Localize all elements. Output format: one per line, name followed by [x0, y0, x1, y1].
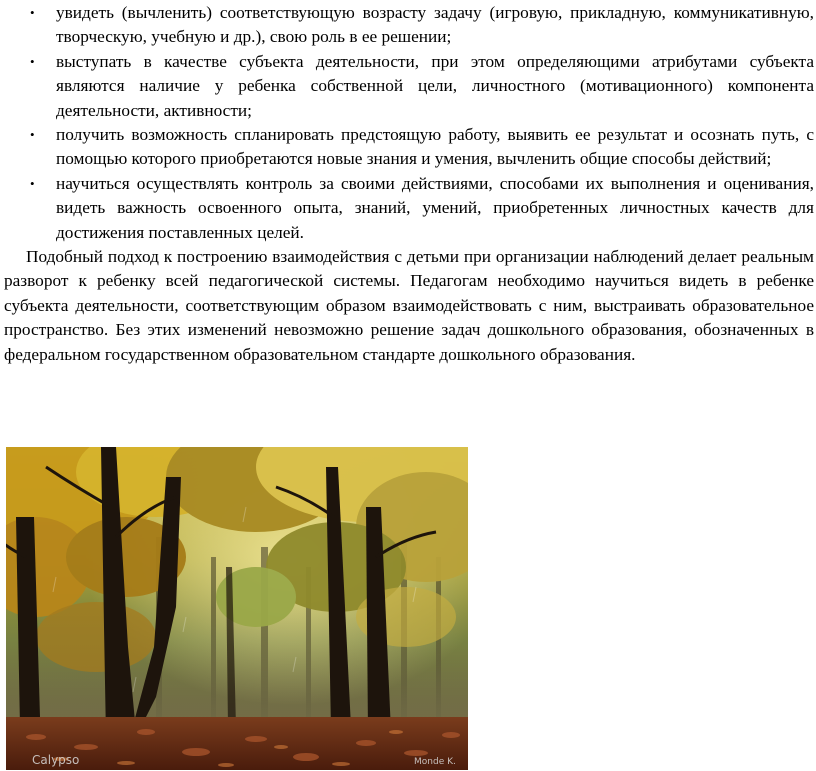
- bullet-icon: •: [30, 175, 35, 191]
- autumn-forest-icon: [6, 447, 468, 770]
- text-block: [4, 1, 814, 367]
- bullet-icon: •: [30, 53, 35, 69]
- body-paragraph: Подобный подход к построению взаимодействия с детьми при организации наблюдений делает реальным разворот к ребенку всей педагогической системы. Педагогам необходимо научиться видеть в ребенке субъекта деятельности, соответствующим образом взаимодействовать с ним, выстраивать образовательное пространство. Без этих изменений невозможно решение задач дошкольного образования, обозначенных в федеральном государственном образовательном стандарте дошкольного образования.: [4, 247, 814, 364]
- list-item: [4, 50, 814, 123]
- autumn-forest-photo: [6, 447, 468, 770]
- bullet-list: [4, 1, 814, 245]
- watermark-right: Monde K.: [414, 757, 456, 767]
- bullet-icon: •: [30, 5, 35, 20]
- list-item-text: получить возможность спланировать предстоящую работу, выявить ее результат и осознать путь, с помощью которого приобретаются новые знания и умения, вычленить общие способы действий;: [56, 125, 814, 169]
- list-item: [4, 1, 814, 50]
- watermark-left: Calypso: [32, 753, 80, 767]
- list-item-text: выступать в качестве субъекта деятельности, при этом определяющими атрибутами субъекта являются наличие у ребенка собственной цели, личностного (мотивационного) компонента деятельности, активности;: [56, 51, 814, 120]
- list-item-text: увидеть (вычленить) соответствующую возрасту задачу (игровую, прикладную, коммуникативную, творческую, учебную и др.), свою роль в ее решении;: [56, 3, 814, 47]
- list-item: [4, 172, 814, 245]
- bullet-icon: •: [30, 127, 35, 143]
- list-item-text: научиться осуществлять контроль за своими действиями, способами их выполнения и оценивания, видеть важность освоенного опыта, знаний, умений, приобретенных личностных качеств для достижения поставленных целей.: [56, 173, 814, 242]
- list-item: [4, 123, 814, 172]
